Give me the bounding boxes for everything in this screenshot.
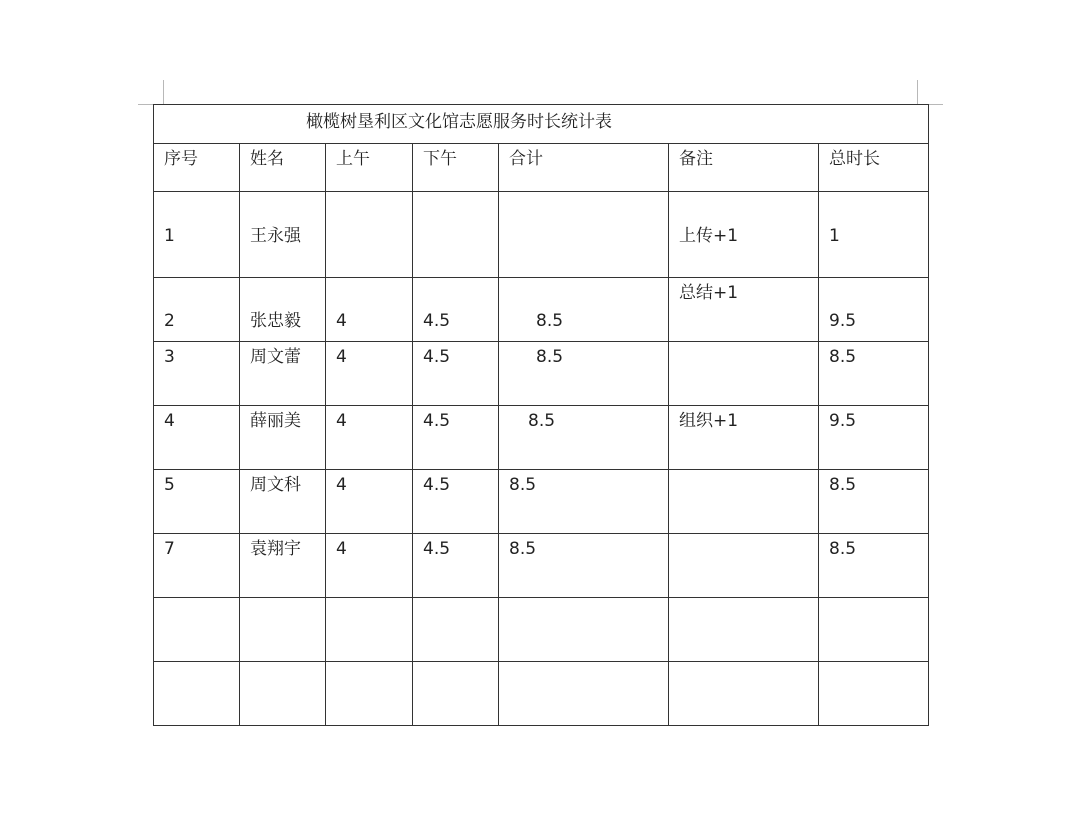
table-cell xyxy=(499,662,669,726)
table-cell: 4.5 xyxy=(413,278,499,342)
table-row xyxy=(154,342,929,406)
table-cell: 1 xyxy=(819,192,929,278)
table-cell: 总结+1 xyxy=(669,278,819,342)
table-row xyxy=(154,534,929,598)
table-cell xyxy=(240,662,326,726)
table-row xyxy=(154,470,929,534)
table-cell: 张忠毅 xyxy=(240,278,326,342)
table-cell: 4 xyxy=(154,406,240,470)
header-name: 姓名 xyxy=(250,149,284,169)
table-row-empty xyxy=(154,598,929,662)
margin-mark-top-left-vertical xyxy=(163,80,164,104)
header-cell xyxy=(326,144,413,192)
table-cell: 周文蕾 xyxy=(240,342,326,406)
table-cell: 8.5 xyxy=(499,406,669,470)
table-cell xyxy=(154,598,240,662)
table-cell xyxy=(326,192,413,278)
table-row-empty xyxy=(154,662,929,726)
table-cell xyxy=(413,598,499,662)
table-cell: 8.5 xyxy=(819,534,929,598)
header-remarks: 备注 xyxy=(679,149,713,169)
table-cell: 上传+1 xyxy=(669,192,819,278)
table-cell: 8.5 xyxy=(819,342,929,406)
table-header-row xyxy=(154,144,929,192)
margin-mark-top-right-vertical xyxy=(917,80,918,104)
table-cell: 3 xyxy=(154,342,240,406)
table-cell: 5 xyxy=(154,470,240,534)
table-cell xyxy=(819,598,929,662)
header-cell xyxy=(499,144,669,192)
table-cell xyxy=(669,662,819,726)
header-cell xyxy=(819,144,929,192)
table-cell: 4 xyxy=(326,534,413,598)
table-cell: 4.5 xyxy=(413,470,499,534)
table-cell xyxy=(240,598,326,662)
header-cell xyxy=(413,144,499,192)
table-row xyxy=(154,192,929,278)
table-cell: 王永强 xyxy=(240,192,326,278)
table-cell: 8.5 xyxy=(499,470,669,534)
table-cell xyxy=(669,470,819,534)
table-cell xyxy=(669,598,819,662)
table-cell xyxy=(669,342,819,406)
header-total-hours: 总时长 xyxy=(829,149,880,169)
header-index: 序号 xyxy=(164,149,198,169)
table-cell: 8.5 xyxy=(499,278,669,342)
table-cell: 4.5 xyxy=(413,534,499,598)
table-cell: 袁翔宇 xyxy=(240,534,326,598)
table-cell xyxy=(669,534,819,598)
header-afternoon: 下午 xyxy=(423,149,457,169)
table-cell: 1 xyxy=(154,192,240,278)
table-cell: 4 xyxy=(326,406,413,470)
table-cell: 4 xyxy=(326,470,413,534)
header-morning: 上午 xyxy=(336,149,370,169)
table-cell xyxy=(326,662,413,726)
table-cell xyxy=(154,662,240,726)
table-row xyxy=(154,406,929,470)
table-cell: 8.5 xyxy=(819,470,929,534)
table-cell: 8.5 xyxy=(499,342,669,406)
table-cell: 4.5 xyxy=(413,342,499,406)
header-subtotal: 合计 xyxy=(509,149,543,169)
table-cell: 薛丽美 xyxy=(240,406,326,470)
header-cell xyxy=(240,144,326,192)
header-cell xyxy=(669,144,819,192)
table-cell: 组织+1 xyxy=(669,406,819,470)
volunteer-hours-table xyxy=(153,104,929,726)
table-cell: 7 xyxy=(154,534,240,598)
table-cell xyxy=(499,598,669,662)
table-cell: 4 xyxy=(326,278,413,342)
table-cell xyxy=(819,662,929,726)
table-cell: 周文科 xyxy=(240,470,326,534)
table-cell: 9.5 xyxy=(819,278,929,342)
table-cell xyxy=(499,192,669,278)
table-row xyxy=(154,278,929,342)
table-cell xyxy=(413,662,499,726)
table-cell xyxy=(326,598,413,662)
table-title-cell xyxy=(154,105,929,144)
header-cell xyxy=(154,144,240,192)
table-cell: 8.5 xyxy=(499,534,669,598)
table-cell: 4.5 xyxy=(413,406,499,470)
table-title-row xyxy=(154,105,929,144)
table-cell: 9.5 xyxy=(819,406,929,470)
table-title: 橄榄树垦利区文化馆志愿服务时长统计表 xyxy=(306,112,612,132)
table-cell: 2 xyxy=(154,278,240,342)
table-cell: 4 xyxy=(326,342,413,406)
table-cell xyxy=(413,192,499,278)
